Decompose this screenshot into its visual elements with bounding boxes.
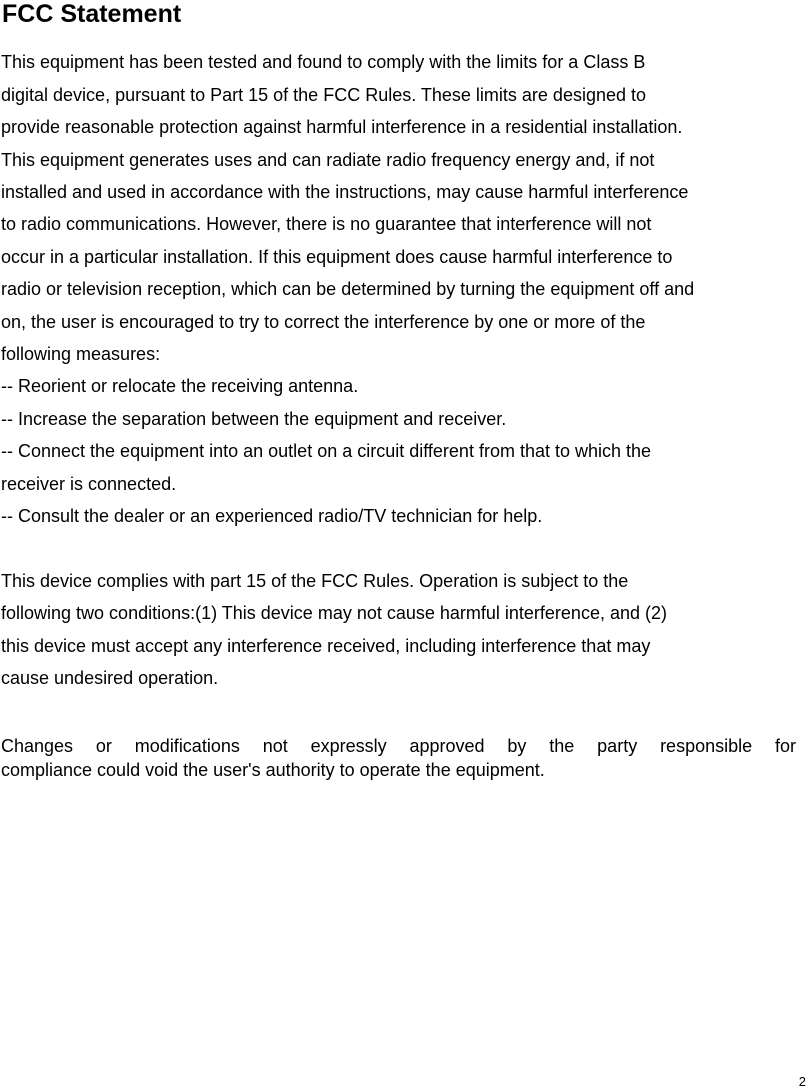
paragraph-3-word: Changes	[1, 736, 74, 756]
paragraph-1-line-5: installed and used in accordance with the instructions, may cause harmful interference	[1, 182, 689, 202]
paragraph-1-line-3: provide reasonable protection against harmful interference in a residential installation.	[1, 117, 683, 137]
page-title: FCC Statement	[2, 0, 182, 28]
page-number: 2	[798, 1074, 806, 1089]
paragraph-3-word: by	[507, 736, 527, 756]
measure-item-2: -- Increase the separation between the equipment and receiver.	[1, 409, 507, 429]
paragraph-1-line-2: digital device, pursuant to Part 15 of the FCC Rules. These limits are designed to	[1, 85, 647, 105]
paragraph-1-line-7: occur in a particular installation. If this equipment does cause harmful interference to	[1, 247, 673, 267]
measure-item-4: -- Consult the dealer or an experienced radio/TV technician for help.	[1, 506, 543, 526]
paragraph-1-line-1: This equipment has been tested and found to comply with the limits for a Class B	[1, 52, 646, 72]
paragraph-2-line-4: cause undesired operation.	[1, 668, 219, 688]
paragraph-1-line-8: radio or television reception, which can be determined by turning the equipment off and	[1, 279, 695, 299]
paragraph-3-line-1	[1, 735, 796, 757]
paragraph-3-line-2: compliance could void the user's authority to operate the equipment.	[1, 760, 545, 780]
paragraph-2-line-3: this device must accept any interference received, including interference that may	[1, 636, 651, 656]
paragraph-2-line-1: This device complies with part 15 of the FCC Rules. Operation is subject to the	[1, 571, 629, 591]
paragraph-1-line-10: following measures:	[1, 344, 161, 364]
paragraph-3-word: not	[262, 736, 288, 756]
paragraph-3-word: responsible	[660, 736, 753, 756]
measure-item-3: -- Connect the equipment into an outlet on a circuit different from that to which the	[1, 441, 652, 461]
paragraph-3-word: approved	[409, 736, 485, 756]
paragraph-3-word: for	[774, 736, 796, 756]
paragraph-3-word: or	[95, 736, 112, 756]
paragraph-3-word: party	[597, 736, 638, 756]
paragraph-1-line-6: to radio communications. However, there is no guarantee that interference will not	[1, 214, 652, 234]
paragraph-3-word: modifications	[134, 736, 240, 756]
paragraph-3-word: expressly	[310, 736, 387, 756]
paragraph-1-line-4: This equipment generates uses and can radiate radio frequency energy and, if not	[1, 150, 655, 170]
measure-item-1: -- Reorient or relocate the receiving antenna.	[1, 376, 359, 396]
paragraph-2-line-2: following two conditions:(1) This device may not cause harmful interference, and (2)	[1, 603, 667, 623]
paragraph-3-word: the	[549, 736, 575, 756]
measure-item-3-continued: receiver is connected.	[1, 474, 177, 494]
paragraph-1-line-9: on, the user is encouraged to try to correct the interference by one or more of the	[1, 312, 646, 332]
